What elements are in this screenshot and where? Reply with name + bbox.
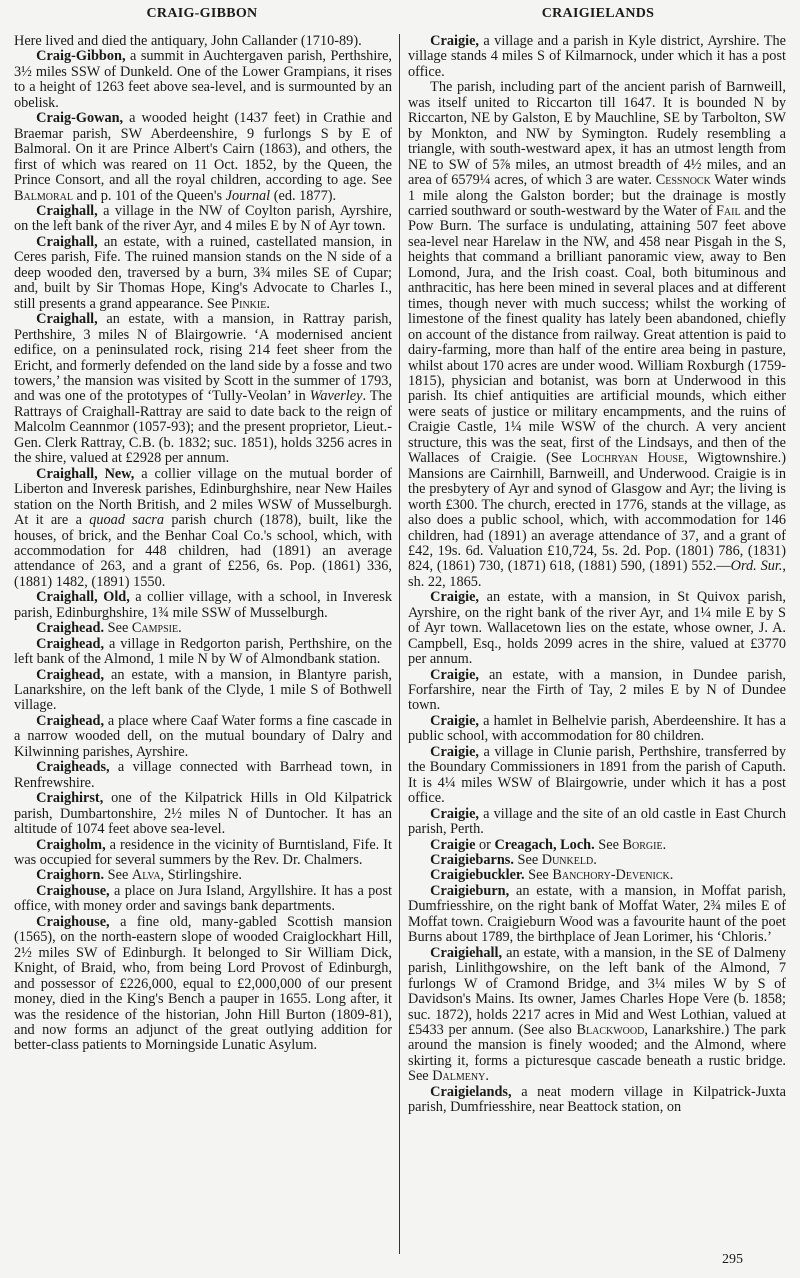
gazetteer-entry xyxy=(14,235,392,312)
entry-headword: Craighall, xyxy=(36,233,98,250)
entry-text: a village and a parish in Kyle district, Ayrshire. The village stands 4 miles S of Kilmarnock, under which it has a post office. xyxy=(408,33,786,80)
entry-headword: Craighead, xyxy=(36,712,105,729)
entry-headword: Craighouse, xyxy=(36,913,110,930)
gazetteer-entry xyxy=(408,807,786,838)
entry-text: a fine old, many-gabled Scottish mansion (1565), on the north-eastern slope of wooded Craiglockhart Hill, 2½ miles SW of Edinburgh. It belonged to Sir William Dick, Knight, of Braid, who, from being Lord Provost of Edinburgh, and possessor of £226,000, equal to £2,000,000 of our present money, died in the King's Bench a pauper in 1655. Long after, it was the residence of the historian, John Hill Burton (1809-81), and now forms an adjunct of the great outlying addition for better-class patients to Morningside Lunatic Asylum. xyxy=(14,913,392,1054)
entry-text: . xyxy=(178,620,182,637)
italic-text: Ord. Sur. xyxy=(730,558,783,575)
entry-text: See xyxy=(104,620,132,637)
entry-headword: Craighall, Old, xyxy=(36,589,130,606)
entry-text: Here lived and died the antiquary, John Callander (1710-89). xyxy=(14,33,362,49)
entry-text: a collier village on the mutual border of Liberton and Inveresk parishes, Edinburghshire, near New Hailes station on the North British, and 2 miles WSW of Musselburgh. At it are a xyxy=(14,465,392,529)
entry-headword: Craighead. xyxy=(36,620,105,637)
gazetteer-entry xyxy=(408,838,786,853)
gazetteer-entry xyxy=(408,714,786,745)
entry-text: . xyxy=(669,867,674,884)
entry-text: and the Pow Burn. The surface is undulating, attaining 507 feet above sea-level near Harelaw in the NW, and 458 near Pisgah in the S, heights that command a brilliant panoramic view, away to Ben Lomond, Jura, and the Irish coast. Coal, both bituminous and anthracitic, has here been mined in several places and at different times, though never with much success; whilst the working of limestone of the finest quality has lately been abandoned, chiefly on account of the distance from railway. Great attention is paid to dairy-farming, more than half of the entire area being in pasture, whilst about 170 acres are under wood. William Roxburgh (1759-1815), physician and botanist, was born at Underwood in this parish. Its chief antiquities are artificial mounds, which either were seats of justice or military encampments, and the ruins of Craigie Castle, 1¼ mile WSW of the church. A very ancient structure, this was the seat, first of the Lindsays, and then of the Wallaces of Craigie. (See xyxy=(408,202,786,467)
entry-text: a summit in Auchtergaven parish, Perthshire, 3½ miles SSW of Dunkeld. One of the Lower Grampians, it rises to a height of 1263 feet above sea-level, and is surmounted by an obelisk. xyxy=(14,48,392,111)
right-column xyxy=(408,34,786,1116)
gazetteer-entry xyxy=(408,668,786,714)
entry-headword: Craighall, New, xyxy=(36,465,135,482)
entry-text: . The Rattrays of Craighall-Rattray are said to date back to the reign of Malcolm Ceannmor (1057-93); and the present proprietor, Lieut.-Gen. Clerk Rattray, C.B. (b. 1832; suc. 1851), holds 3256 acres in the shire, valued at £2928 per annum. xyxy=(14,388,393,467)
entry-headword: Craighall, xyxy=(36,311,98,328)
entry-headword: Craigielands, xyxy=(430,1083,512,1100)
entry-text: a village and the site of an old castle in East Church parish, Perth. xyxy=(408,805,786,838)
gazetteer-entry xyxy=(408,853,786,868)
entry-headword: Craigheads, xyxy=(36,759,110,776)
entry-headword: Craighead, xyxy=(36,666,105,683)
gazetteer-entry xyxy=(408,1085,786,1116)
entry-headword: Craigiehall, xyxy=(430,944,503,961)
cross-reference: Campsie xyxy=(131,620,179,637)
entry-headword: Craigie xyxy=(430,836,476,853)
entry-text: , Stirlingshire. xyxy=(160,867,242,884)
entry-headword: Creagach, Loch. xyxy=(494,836,595,853)
entry-text: one of the Kilpatrick Hills in Old Kilpatrick parish, Dumbartonshire, 2½ miles N of Duntocher. It has an altitude of 1074 feet above sea-level. xyxy=(14,790,392,838)
gazetteer-entry xyxy=(408,34,786,80)
entry-text: a village in Clunie parish, Perthshire, transferred by the Boundary Commissioners in 1891 from the parish of Caputh. It is 4¼ miles WSW of Blairgowrie, under which it has a post office. xyxy=(408,743,786,807)
italic-text: quoad sacra xyxy=(89,512,165,529)
entry-text: , sh. 22, 1865. xyxy=(408,558,786,590)
gazetteer-entry xyxy=(14,714,392,760)
entry-text: a village in Redgorton parish, Perthshire, on the left bank of the Almond, 1 mile N by W of Almondbank station. xyxy=(14,635,392,668)
gazetteer-entry xyxy=(14,915,392,1054)
gazetteer-entry xyxy=(408,884,786,946)
gazetteer-entry xyxy=(14,760,392,791)
gazetteer-entry xyxy=(14,111,392,204)
entry-text: an estate, with a mansion, in St Quivox parish, Ayrshire, on the right bank of the river Ayr, and 1¼ mile E by S of Ayr town. Wallacetown lies on the estate, whose owner, J. A. Campbell, Esq., holds 2099 acres in the shire, valued at £3770 per annum. xyxy=(408,589,786,668)
gazetteer-entry xyxy=(14,467,392,591)
entry-text: See xyxy=(513,852,542,869)
entry-headword: Craigieburn, xyxy=(430,882,510,899)
gazetteer-entry xyxy=(14,34,392,49)
entry-headword: Craigie, xyxy=(430,805,479,822)
gazetteer-entry xyxy=(14,637,392,668)
entry-headword: Craigie, xyxy=(430,33,479,49)
entry-text: , Lanarkshire.) The park around the mansion is finely wooded; and the Almond, where skirting it, forms a picturesque cascade beneath a rustic bridge. See xyxy=(408,1022,786,1085)
entry-text: , Wigtownshire.) Mansions are Cairnhill, Barnweill, and Underwood. Craigie is in the presbytery of Ayr and synod of Glasgow and Ayr; the living is worth £300. The church, erected in 1776, stands at the village, as also does a public school, which, with accommodation for 146 children, had (1891) an average attendance of 37, and a grant of £42, 19s. 6d. Valuation £10,724, 5s. 2d. Pop. (1801) 786, (1831) 824, (1861) 730, (1871) 618, (1881) 590, (1891) 552.— xyxy=(408,450,786,575)
entry-text: a village connected with Barrhead town, in Renfrewshire. xyxy=(14,759,392,791)
gazetteer-entry xyxy=(14,884,392,915)
cross-reference: Lochryan House xyxy=(581,450,685,467)
gazetteer-entry xyxy=(14,204,392,235)
entry-headword: Craigie, xyxy=(430,712,479,729)
entry-headword: Craigiebuckler. xyxy=(430,867,525,884)
gazetteer-entry xyxy=(408,946,786,1085)
gazetteer-entry xyxy=(14,868,392,883)
entry-text: an estate, with a ruined, castellated mansion, in Ceres parish, Fife. The ruined mansion stands on the N side of a deep wooded den, traversed by a burn, 3¾ miles SE of Cupar; and, built by Sir Thomas Hope, King's Advocate to Charles I., still presents a grand appearance. See xyxy=(14,233,392,312)
running-header-left: CRAIG-GIBBON xyxy=(146,6,258,21)
gazetteer-entry xyxy=(14,49,392,111)
gazetteer-entry xyxy=(14,621,392,636)
entry-text: a village in the NW of Coylton parish, Ayrshire, on the left bank of the river Ayr, and 4 miles E by N of Ayr town. xyxy=(14,202,392,235)
gazetteer-entry xyxy=(14,791,392,837)
entry-headword: Craighouse, xyxy=(36,882,110,899)
cross-reference: Banchory-Devenick xyxy=(552,867,670,884)
entry-text: a collier village, with a school, in Inveresk parish, Edinburghshire, 1¾ mile SSW of Musselburgh. xyxy=(14,589,392,621)
entry-headword: Craig-Gibbon, xyxy=(36,48,126,65)
gazetteer-entry xyxy=(408,590,786,667)
cross-reference: Blackwood xyxy=(576,1022,645,1038)
entry-headword: Craig-Gowan, xyxy=(36,110,124,127)
entry-text: . xyxy=(266,295,270,312)
entry-headword: Craigiebarns. xyxy=(430,852,514,869)
cross-reference: Borgie xyxy=(622,836,663,853)
entry-text: a hamlet in Belhelvie parish, Aberdeenshire. It has a public school, with accommodation for 80 children. xyxy=(408,712,786,745)
entry-text: an estate, with a mansion, in Rattray parish, Perthshire, 3 miles N of Blairgowrie. ‘A modernised ancient edifice, on a peninsulated rock, rising 214 feet sheer from the Ericht, and formerly defended on the land side by a fosse and two towers,’ the mansion was visited by Scott in the summer of 1793, and was one of the prototypes of ‘Tully-Veolan’ in xyxy=(14,311,392,405)
entry-text: an estate, with a mansion, in Dundee parish, Forfarshire, near the Firth of Tay, 2 miles E by N of Dundee town. xyxy=(408,666,786,714)
cross-reference: Dunkeld xyxy=(541,852,594,869)
gazetteer-entry xyxy=(14,668,392,714)
page-number: 295 xyxy=(722,1252,743,1267)
entry-headword: Craighall, xyxy=(36,202,98,219)
entry-headword: Craighirst, xyxy=(36,790,104,807)
entry-headword: Craighead, xyxy=(36,635,105,652)
entry-headword: Craigie, xyxy=(430,743,479,760)
entry-text: a residence in the vicinity of Burntisland, Fife. It was occupied for several summers by the Rev. Dr. Chalmers. xyxy=(14,836,392,869)
gazetteer-entry xyxy=(14,312,392,467)
entry-text: See xyxy=(524,867,553,884)
entry-text: parish church (1878), built, like the houses, of brick, and the Benhar Coal Co.'s school, which, with accommodation for 448 children, had (1891) an average attendance of 263, and a grant of £256, 6s. Pop. (1861) 336, (1881) 1482, (1891) 1550. xyxy=(14,512,392,590)
entry-headword: Craigie, xyxy=(430,666,479,683)
entry-text: a neat modern village in Kilpatrick-Juxta parish, Dumfriesshire, near Beattock station, on xyxy=(408,1083,786,1116)
entry-text: . xyxy=(485,1068,489,1085)
entry-text: a place where Caaf Water forms a fine cascade in a narrow wooded dell, on the mutual boundary of Dalry and Kilwinning parishes, Ayrshire. xyxy=(14,712,392,760)
entry-text: or xyxy=(475,836,495,853)
entry-text: an estate, with a mansion, in Blantyre parish, Lanarkshire, on the left bank of the Clyde, 1 mile S of Bothwell village. xyxy=(14,666,392,714)
cross-reference: Fail xyxy=(715,202,741,219)
cross-reference: Pinkie xyxy=(231,295,267,312)
entry-text: and p. 101 of the Queen's xyxy=(72,187,226,204)
entry-text: See xyxy=(594,836,623,853)
entry-text: . xyxy=(593,852,597,869)
running-header-right: CRAIGIELANDS xyxy=(541,6,655,21)
gazetteer-entry xyxy=(14,590,392,621)
entry-text: a place on Jura Island, Argyllshire. It has a post office, with money order and savings bank departments. xyxy=(14,882,392,915)
column-divider xyxy=(399,34,400,1254)
cross-reference: Cessnock xyxy=(655,172,711,189)
gazetteer-entry xyxy=(408,868,786,883)
entry-headword: Craigholm, xyxy=(36,836,106,853)
entry-text: Water winds 1 mile along the Galston border; but the drainage is mostly carried southward or south-westward by the Water of xyxy=(408,172,786,219)
entry-text: . xyxy=(662,836,667,853)
entry-text: a wooded height (1437 feet) in Crathie and Braemar parish, SW Aberdeenshire, 9 furlongs S by E of Balmoral. On it are Prince Albert's Cairn (1863), and others, the first of which was reared on 11 Oct. 1852, by the Queen, the Prince Consort, and all the royal children, according to age. See xyxy=(14,110,392,189)
entry-text: (ed. 1877). xyxy=(270,187,337,204)
gazetteer-entry xyxy=(14,838,392,869)
cross-reference: Alva xyxy=(131,867,161,884)
entry-headword: Craighorn. xyxy=(36,867,105,884)
entry-text: The parish, including part of the ancient parish of Barnweill, was itself united to Riccarton till 1647. It is bounded N by Riccarton, NE by Galston, E by Mauchline, SE by Tarbolton, SW by Monkton, and NW by Symington. Rudely resembling a triangle, with south-westward apex, it has an utmost length from NE to SW of 5⅞ miles, an utmost breadth of 4½ miles, and an area of 6579¼ acres, of which 3 are water. xyxy=(408,79,786,189)
entry-text: an estate, with a mansion, in the SE of Dalmeny parish, Linlithgowshire, on the left bank of the Almond, 7 furlongs W of Cramond Bridge, and 3¼ miles W by S of Davidson's Mains. Its owner, James Charles Hope Vere (b. 1858; suc. 1872), holds 2217 acres in Mid and West Lothian, valued at £5433 per annum. (See also xyxy=(408,944,786,1038)
gazetteer-entry xyxy=(408,80,786,590)
italic-text: Waverley xyxy=(309,388,363,405)
entry-text: See xyxy=(104,867,132,884)
entry-headword: Craigie, xyxy=(430,589,479,606)
cross-reference: Dalmeny xyxy=(432,1068,486,1085)
italic-text: Journal xyxy=(225,187,271,204)
gazetteer-entry xyxy=(408,745,786,807)
cross-reference: Balmoral xyxy=(14,187,73,204)
entry-text: an estate, with a mansion, in Moffat parish, Dumfriesshire, on the right bank of Moffat Water, 2¾ miles E of Moffat town. Craigieburn Wood was a favourite haunt of the poet Burns about 1789, the birthplace of Jean Lorimer, his ‘Chloris.’ xyxy=(408,882,786,946)
left-column xyxy=(14,34,392,1054)
